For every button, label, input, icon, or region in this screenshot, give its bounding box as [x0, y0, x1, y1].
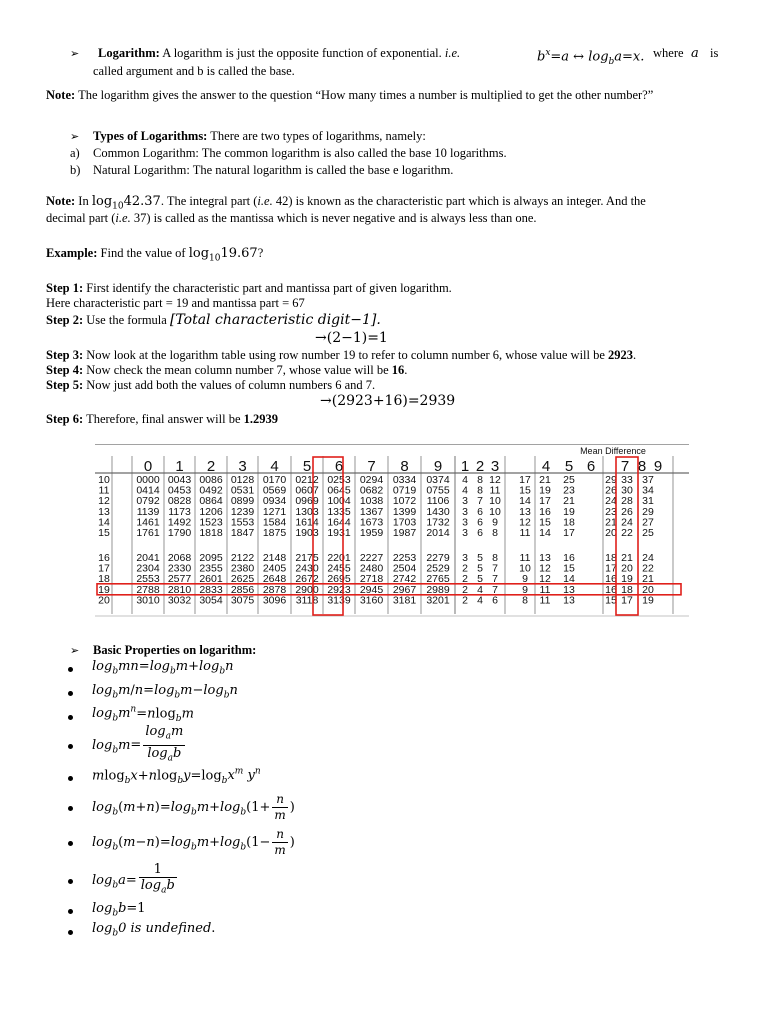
step-2: Step 2: Use the formula [Total characteristic digit−1].	[46, 312, 381, 328]
mean-cell: 13	[539, 552, 551, 564]
mean-cell: 11	[539, 594, 551, 607]
mean-cell: 12	[539, 562, 551, 575]
mean-cell: 21	[621, 552, 633, 564]
table-cell: 2625	[230, 573, 255, 586]
table-cell: 0899	[230, 495, 255, 508]
table-cell: 3181	[392, 594, 417, 607]
mean-cell: 17	[519, 474, 531, 486]
mean-cell: 7	[477, 495, 483, 508]
table-cell: 1335	[327, 505, 351, 518]
mean-cell: 31	[642, 495, 654, 508]
table-cell: 1492	[167, 516, 192, 529]
table-cell: 1367	[359, 505, 384, 518]
table-cell: 1959	[359, 527, 384, 539]
step-5: Step 5: Now just add both the values of column numbers 6 and 7.	[46, 378, 376, 392]
table-cell: 3075	[230, 594, 255, 607]
mean-cell: 8	[522, 594, 528, 607]
mean-cell: 11	[519, 527, 531, 539]
mean-cell: 17	[621, 594, 633, 607]
example-expr: $\log_{10}19.67$	[188, 246, 258, 264]
mean-cell: 4	[462, 484, 468, 497]
mean-cell: 2	[462, 594, 468, 607]
mean-cell: 17	[605, 562, 617, 575]
row-number: 11	[98, 484, 110, 497]
column-header: 9	[433, 458, 443, 475]
mean-cell: 20	[621, 562, 633, 575]
column-header: 8	[400, 458, 409, 475]
mean-cell: 15	[519, 484, 531, 497]
table-cell: 2718	[359, 573, 384, 586]
table-cell: 2330	[167, 562, 192, 575]
table-cell: 1239	[230, 505, 255, 518]
arrow-bullet-icon: ➢	[70, 47, 80, 60]
mean-cell: 16	[563, 552, 575, 564]
column-header: 6	[334, 458, 344, 475]
mean-cell: 6	[492, 594, 498, 607]
table-cell: 0828	[167, 495, 192, 508]
table-cell: 0719	[392, 484, 417, 497]
table-cell: 2095	[199, 552, 223, 564]
table-cell: 2672	[295, 573, 319, 586]
step-2-formula: [Total characteristic digit−1].	[169, 312, 381, 328]
table-cell: 0682	[359, 484, 384, 497]
mean-cell: 3	[462, 516, 468, 529]
mean-cell: 34	[642, 484, 654, 497]
mean-cell: 16	[605, 573, 617, 586]
bullet-icon	[68, 691, 73, 696]
table-cell: 3032	[167, 594, 192, 607]
mean-cell: 15	[563, 562, 575, 575]
table-cell: 0792	[136, 495, 160, 508]
step-3: Step 3: Now look at the logarithm table using row number 19 to refer to column number 6, whose value will be 2923.	[46, 348, 637, 362]
table-cell: 2380	[230, 562, 255, 575]
property-3: $\log_bm^n=nlog_bm$	[92, 705, 194, 724]
column-header: 5	[302, 458, 312, 475]
table-cell: 0531	[230, 484, 255, 497]
table-cell: 2900	[295, 583, 319, 596]
mean-cell: 4	[477, 594, 483, 607]
table-cell: 1461	[136, 516, 160, 529]
mean-cell: 8	[477, 484, 483, 497]
table-cell: 0569	[262, 484, 287, 497]
table-cell: 2279	[426, 552, 450, 564]
table-cell: 3139	[327, 594, 351, 607]
mean-cell: 22	[621, 527, 633, 539]
table-cell: 2068	[167, 552, 192, 564]
mean-cell: 7	[492, 562, 498, 575]
mean-cell: 24	[605, 495, 617, 508]
mean-cell: 23	[563, 484, 575, 497]
mean-cell: 5	[477, 552, 483, 564]
logarithm-definition-line2: called argument and b is called the base.	[93, 64, 295, 78]
table-cell: 1703	[392, 516, 417, 529]
mean-column-header: 1	[460, 458, 470, 475]
mean-cell: 21	[539, 474, 551, 486]
table-cell: 3201	[426, 594, 450, 607]
table-cell: 0414	[136, 484, 160, 497]
row-number: 15	[98, 527, 110, 539]
property-5: $mlog_bx+nlog_by=\log_bx^m$ $y^n$	[92, 767, 261, 786]
table-cell: 1644	[327, 516, 351, 529]
note-characteristic-line2: decimal part (i.e. 37) is called as the mantissa which is never negative and is always less than one.	[46, 211, 537, 225]
table-cell: 1818	[199, 527, 223, 539]
table-cell: 0086	[199, 474, 223, 486]
table-cell: 1303	[295, 505, 319, 518]
table-cell: 1038	[359, 495, 384, 508]
mean-cell: 33	[621, 474, 633, 486]
table-cell: 1761	[136, 527, 160, 539]
mean-cell: 24	[621, 516, 633, 529]
mean-cell: 14	[539, 527, 551, 539]
property-6: $\log_b(m+n)=\log_bm+\log_b(1+$ $\frac{n}{m}$ )	[92, 792, 295, 822]
property-7: $\log_b(m-n)=\log_bm+\log_b(1-$ $\frac{n}{m}$ )	[92, 827, 295, 857]
table-cell: 0374	[426, 474, 450, 486]
table-cell: 2695	[327, 573, 351, 586]
mean-cell: 10	[489, 505, 501, 518]
table-cell: 3054	[199, 594, 223, 607]
column-header: 1	[175, 458, 184, 475]
logarithm-table	[95, 444, 689, 622]
table-cell: 0969	[295, 495, 319, 508]
table-cell: 2480	[359, 562, 384, 575]
arrow-bullet-icon: ➢	[70, 130, 80, 143]
table-cell: 0000	[136, 474, 160, 486]
table-cell: 1553	[230, 516, 255, 529]
step-1-line2: Here characteristic part = 19 and mantissa part = 67	[46, 296, 305, 310]
table-cell: 0607	[295, 484, 319, 497]
mean-cell: 21	[605, 516, 617, 529]
mean-cell: 14	[519, 495, 531, 508]
property-4: $\log_bm=$ $\frac{\log_am}{\log_ab}$	[92, 724, 184, 764]
table-cell: 1271	[262, 505, 287, 518]
mean-column-header: 8	[637, 458, 647, 475]
mean-cell: 3	[462, 495, 468, 508]
mean-cell: 8	[492, 527, 498, 539]
table-cell: 1173	[168, 505, 191, 518]
table-cell: 2967	[392, 583, 417, 596]
row-number: 19	[98, 583, 110, 596]
mean-cell: 2	[462, 583, 468, 596]
table-cell: 0212	[295, 474, 319, 486]
table-cell: 2945	[359, 583, 384, 596]
note-characteristic: Note: In $\log_{10}42.37$. The integral part (i.e. 42) is known as the characteristic part which is always an integer. And the	[46, 194, 646, 212]
table-cell: 3118	[295, 594, 319, 607]
row-number: 14	[98, 516, 110, 529]
mean-cell: 9	[492, 516, 498, 529]
mean-cell: 13	[563, 594, 575, 607]
mean-cell: 8	[492, 552, 498, 564]
table-cell: 1139	[136, 505, 160, 518]
table-cell: 2304	[136, 562, 160, 575]
mean-cell: 6	[477, 516, 483, 529]
mean-column-header: 2	[475, 458, 485, 475]
note-expr: $\log_{10}42.37$	[91, 194, 161, 212]
mean-cell: 28	[621, 495, 633, 508]
logarithm-label: Logarithm:	[98, 46, 160, 60]
table-cell: 2788	[136, 583, 160, 596]
mean-cell: 18	[563, 516, 575, 529]
column-header: 0	[143, 458, 153, 475]
table-cell: 0934	[262, 495, 287, 508]
mean-cell: 19	[563, 505, 575, 518]
mean-cell: 19	[642, 594, 654, 607]
step-5-result: →(2923+16)=2939	[320, 393, 456, 409]
table-cell: 2577	[167, 573, 192, 586]
bullet-icon	[68, 715, 73, 720]
table-cell: 0864	[199, 495, 223, 508]
mean-cell: 12	[489, 474, 501, 486]
table-cell: 2148	[262, 552, 287, 564]
table-cell: 2856	[230, 583, 255, 596]
mean-cell: 37	[642, 474, 654, 486]
mean-cell: 4	[477, 583, 483, 596]
mean-cell: 11	[519, 552, 531, 564]
table-cell: 2201	[327, 552, 351, 564]
example: Example: Find the value of $\log_{10}19.67$?	[46, 246, 264, 264]
table-cell: 0334	[392, 474, 417, 486]
mean-cell: 12	[519, 516, 531, 529]
table-cell: 2833	[199, 583, 223, 596]
table-cell: 3096	[262, 594, 287, 607]
mean-cell: 26	[605, 484, 617, 497]
table-cell: 2122	[230, 552, 255, 564]
row-number: 16	[98, 552, 110, 564]
mean-cell: 15	[605, 594, 617, 607]
table-cell: 1523	[199, 516, 223, 529]
mean-cell: 4	[462, 474, 468, 486]
mean-column-header: 3	[490, 458, 500, 475]
table-cell: 2878	[262, 583, 287, 596]
table-cell: 2765	[426, 573, 450, 586]
mean-cell: 19	[539, 484, 551, 497]
mean-cell: 17	[563, 527, 575, 539]
table-cell: 0755	[426, 484, 450, 497]
table-cell: 2430	[295, 562, 319, 575]
mean-cell: 20	[642, 583, 654, 596]
mean-column-header: 5	[564, 458, 574, 475]
table-cell: 3160	[359, 594, 384, 607]
note-question: Note: The logarithm gives the answer to the question “How many times a number is multiplied to get the other number?”	[46, 88, 654, 102]
property-2: $\log_bm/n=\log_bm-\log_bn$	[92, 683, 238, 701]
mean-cell: 10	[519, 562, 531, 575]
mean-difference-title: Mean Difference	[580, 446, 646, 456]
mean-column-header: 9	[653, 458, 663, 475]
table-cell: 2810	[167, 583, 192, 596]
mean-cell: 10	[489, 495, 501, 508]
table-cell: 3010	[136, 594, 160, 607]
table-cell: 0128	[230, 474, 255, 486]
mean-cell: 23	[605, 505, 617, 518]
table-cell: 1790	[167, 527, 192, 539]
table-cell: 1399	[392, 505, 417, 518]
table-cell: 2253	[392, 552, 417, 564]
row-number: 10	[98, 474, 110, 486]
column-header: 7	[367, 458, 376, 475]
logarithm-formula: $b^x=a$ ↔ $\log_ba=x$.	[537, 48, 645, 67]
table-cell: 1206	[199, 505, 223, 518]
mean-cell: 26	[621, 505, 633, 518]
table-cell: 1987	[392, 527, 417, 539]
mean-cell: 14	[563, 573, 575, 586]
mean-column-header: 7	[620, 458, 630, 475]
mean-cell: 3	[462, 527, 468, 539]
table-cell: 0492	[199, 484, 223, 497]
mean-cell: 3	[462, 552, 468, 564]
table-cell: 0043	[167, 474, 192, 486]
column-header: 2	[206, 458, 216, 475]
row-number: 20	[98, 594, 110, 607]
mean-cell: 11	[539, 583, 551, 596]
mean-cell: 8	[477, 474, 483, 486]
mean-column-header: 6	[586, 458, 596, 475]
mean-cell: 5	[477, 562, 483, 575]
table-cell: 2923	[327, 583, 351, 596]
column-header: 4	[270, 458, 279, 475]
table-cell: 1732	[426, 516, 450, 529]
table-cell: 2227	[359, 552, 384, 564]
table-cell: 2989	[426, 583, 450, 596]
mean-cell: 5	[477, 573, 483, 586]
mean-cell: 9	[522, 573, 528, 586]
mean-cell: 25	[563, 474, 575, 486]
property-10: $\log_b0$ is undefined.	[92, 921, 216, 939]
mean-cell: 19	[621, 573, 633, 586]
mean-cell: 30	[621, 484, 633, 497]
table-cell: 1072	[392, 495, 417, 508]
mean-cell: 25	[642, 527, 654, 539]
mean-cell: 29	[642, 505, 654, 518]
table-cell: 0253	[327, 474, 351, 486]
mean-cell: 11	[489, 484, 501, 497]
mean-cell: 16	[539, 505, 551, 518]
table-cell: 2455	[327, 562, 351, 575]
table-cell: 1614	[295, 516, 319, 529]
table-cell: 2553	[136, 573, 160, 586]
table-cell: 2355	[199, 562, 223, 575]
table-cell: 1584	[262, 516, 287, 529]
property-8: $\log_ba=$ $\frac{1}{\log_ab}$	[92, 862, 175, 896]
mean-cell: 3	[462, 505, 468, 518]
mean-cell: 9	[522, 583, 528, 596]
table-cell: 2041	[136, 552, 160, 564]
table-cell: 2648	[262, 573, 287, 586]
row-number: 12	[98, 495, 110, 508]
mean-cell: 13	[563, 583, 575, 596]
property-9: $\log_bb=1$	[92, 901, 146, 919]
table-cell: 2742	[392, 573, 417, 586]
mean-cell: 15	[539, 516, 551, 529]
bullet-icon	[68, 744, 73, 749]
table-cell: 1004	[327, 495, 351, 508]
table-cell: 1430	[426, 505, 450, 518]
table-cell: 1931	[327, 527, 351, 539]
table-cell: 1106	[426, 495, 450, 508]
table-cell: 1673	[359, 516, 384, 529]
mean-cell: 21	[642, 573, 654, 586]
mean-cell: 7	[492, 583, 498, 596]
mean-cell: 21	[563, 495, 575, 508]
table-cell: 2405	[262, 562, 287, 575]
mean-cell: 6	[477, 505, 483, 518]
bullet-icon	[68, 909, 73, 914]
table-cell: 2529	[426, 562, 450, 575]
table-cell: 2014	[426, 527, 450, 539]
bullet-icon	[68, 879, 73, 884]
mean-cell: 29	[605, 474, 617, 486]
column-header: 3	[238, 458, 247, 475]
mean-cell: 16	[605, 583, 617, 596]
table-cell: 0453	[167, 484, 192, 497]
mean-cell: 12	[539, 573, 551, 586]
mean-cell: 27	[642, 516, 654, 529]
bullet-icon	[68, 806, 73, 811]
mean-cell: 20	[605, 527, 617, 539]
arrow-bullet-icon: ➢	[70, 644, 80, 657]
table-cell: 0645	[327, 484, 351, 497]
bullet-icon	[68, 930, 73, 935]
mean-cell: 13	[519, 505, 531, 518]
mean-cell: 2	[462, 562, 468, 575]
table-cell: 0294	[359, 474, 384, 486]
row-number: 13	[98, 505, 110, 518]
table-cell: 1847	[230, 527, 255, 539]
row-number: 18	[98, 573, 110, 586]
step-4: Step 4: Now check the mean column number 7, whose value will be 16.	[46, 363, 408, 377]
bullet-icon	[68, 841, 73, 846]
bullet-icon	[68, 776, 73, 781]
mean-cell: 6	[477, 527, 483, 539]
mean-cell: 17	[539, 495, 551, 508]
mean-cell: 24	[642, 552, 654, 564]
step-1: Step 1: First identify the characteristic part and mantissa part of given logarithm.	[46, 281, 452, 295]
table-cell: 0170	[262, 474, 287, 486]
mean-cell: 18	[621, 583, 633, 596]
table-cell: 2601	[199, 573, 223, 586]
table-cell: 2175	[295, 552, 319, 564]
table-cell: 2504	[392, 562, 417, 575]
step-6: Step 6: Therefore, final answer will be 1.2939	[46, 412, 279, 426]
mean-cell: 22	[642, 562, 654, 575]
mean-column-header: 4	[541, 458, 551, 475]
mean-cell: 18	[605, 552, 617, 564]
row-number: 17	[98, 562, 110, 575]
property-1: $\log_bmn=\log_bm+\log_bn$	[92, 659, 234, 677]
table-cell: 1903	[295, 527, 319, 539]
mean-cell: 7	[492, 573, 498, 586]
bullet-icon	[68, 667, 73, 672]
step-2-result: →(2−1)=1	[315, 330, 388, 346]
mean-cell: 2	[462, 573, 468, 586]
table-cell: 1875	[262, 527, 287, 539]
